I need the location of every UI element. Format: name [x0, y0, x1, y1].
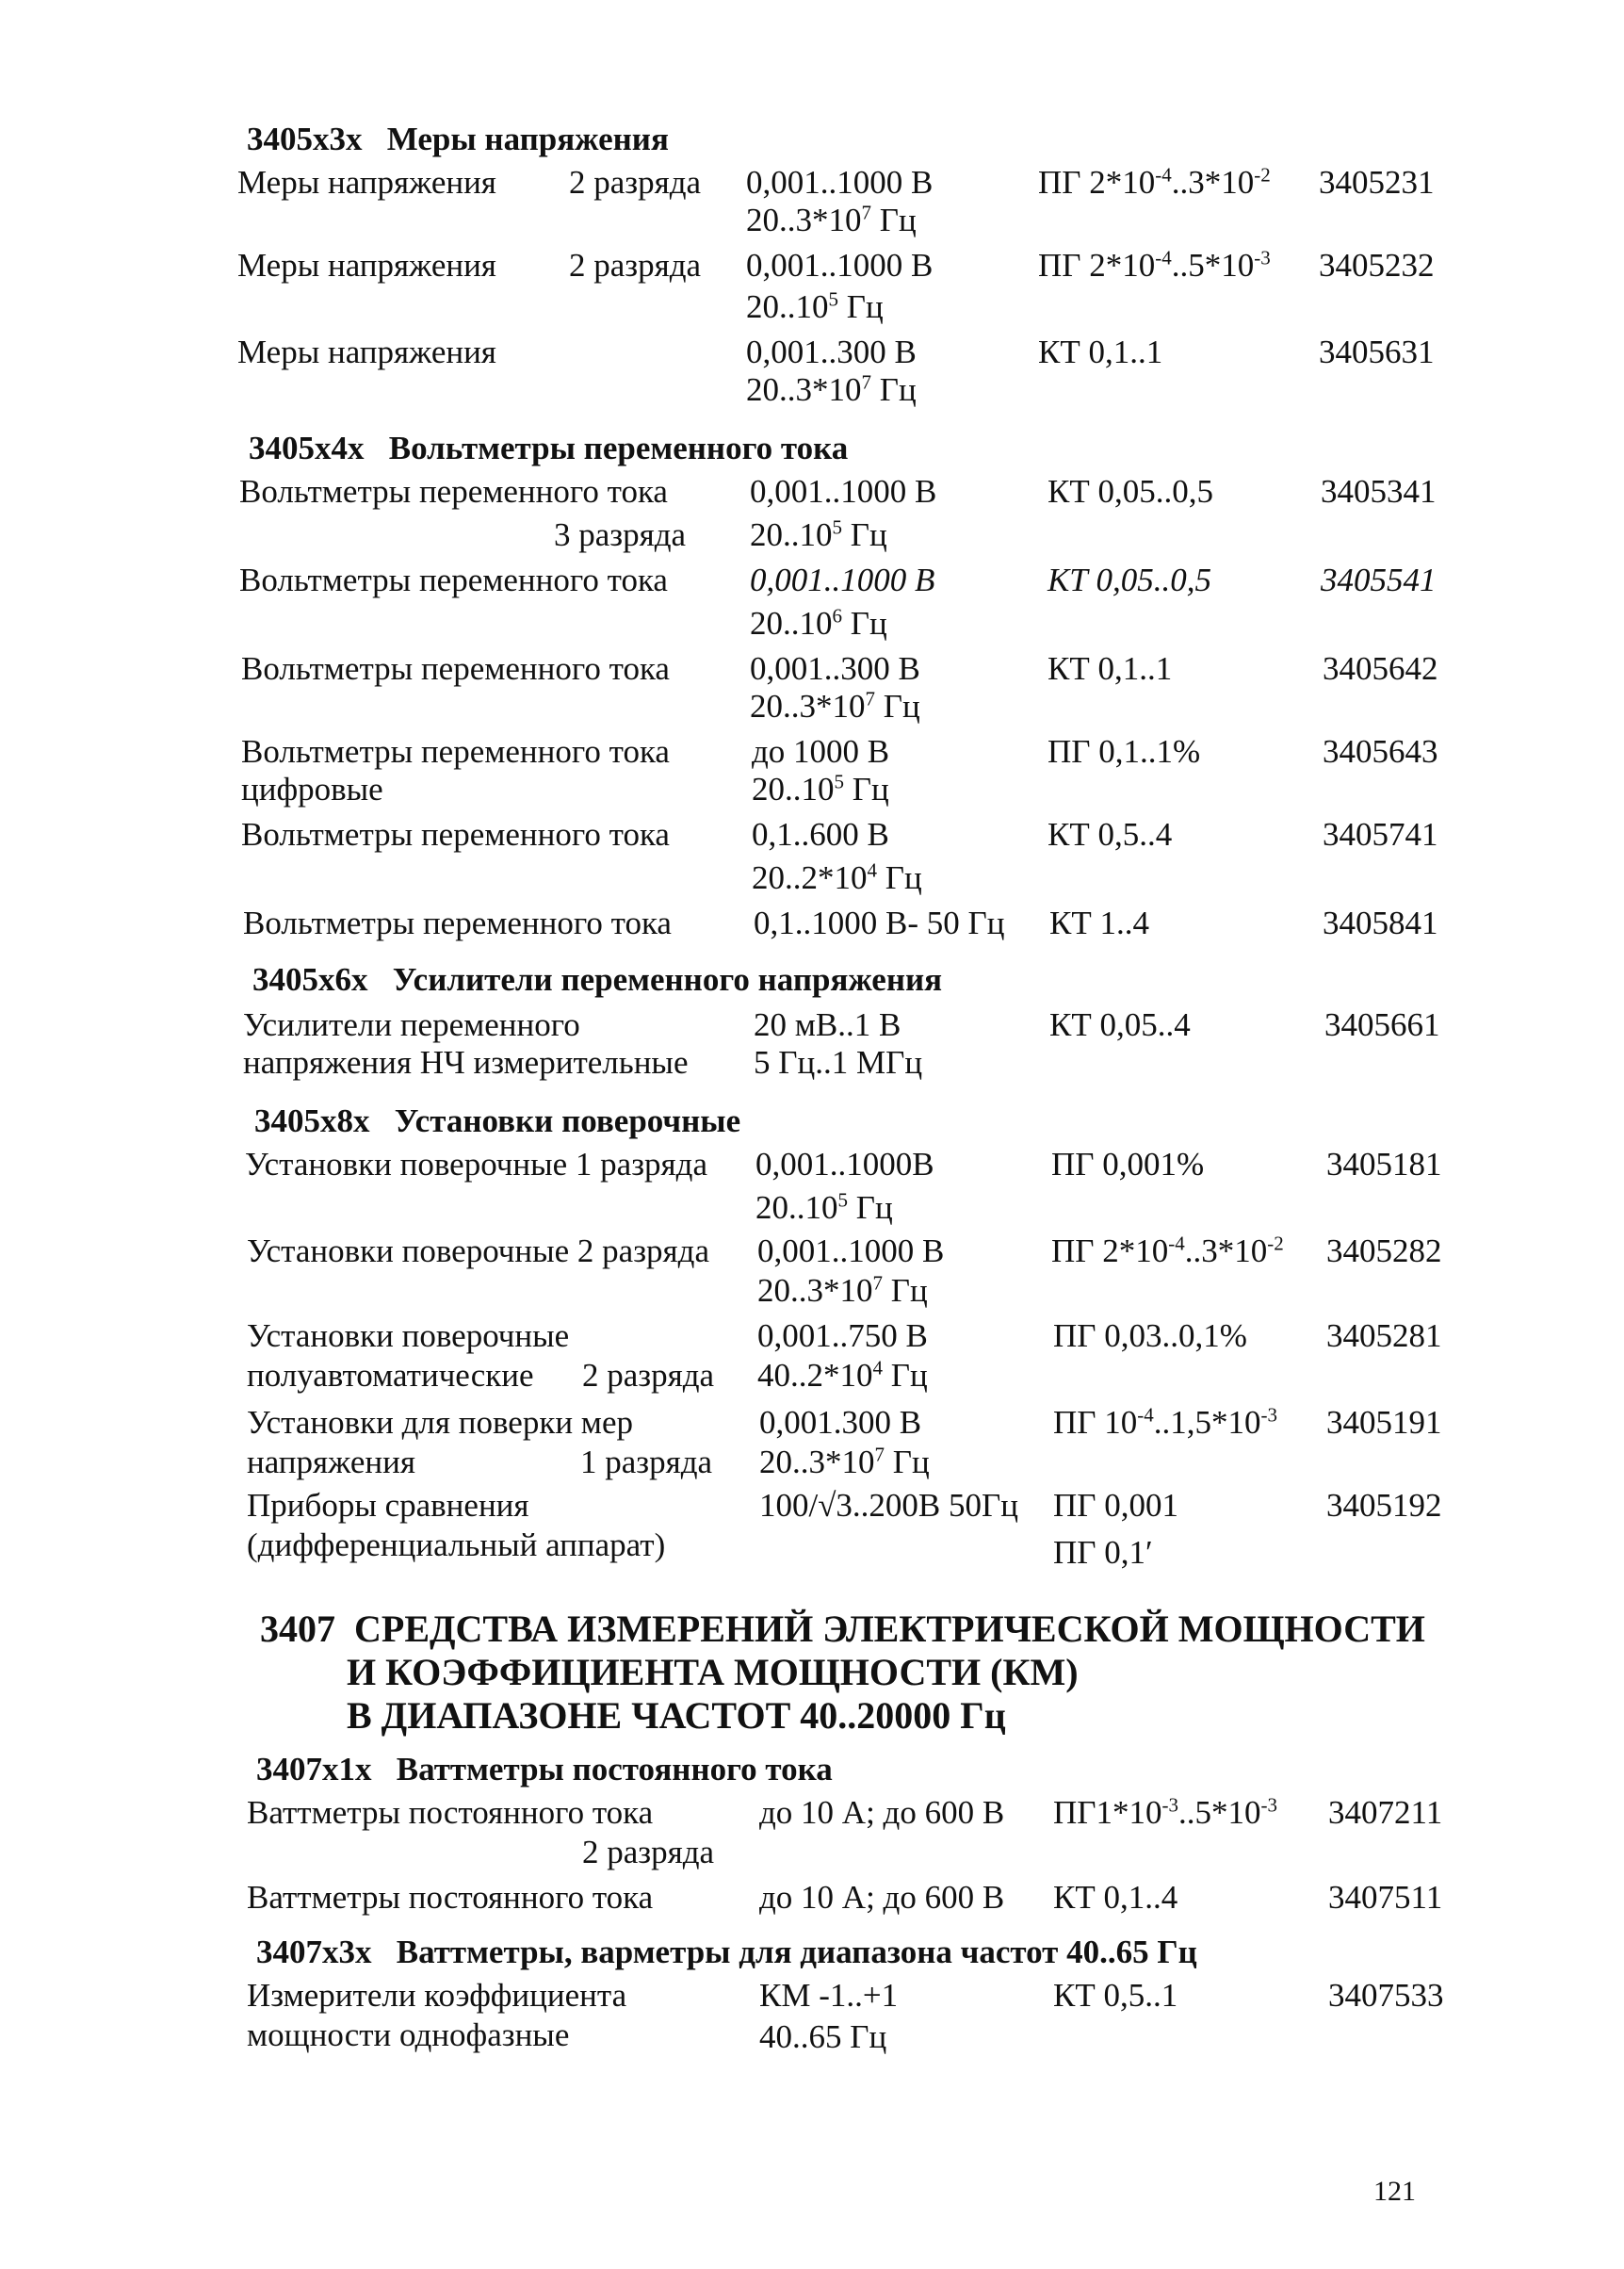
row-range: 0,001..1000В [755, 1146, 934, 1183]
row-range: 0,001..750 В [757, 1317, 928, 1354]
row-code: 3405192 [1326, 1487, 1442, 1524]
row-code: 3405661 [1324, 1006, 1440, 1043]
row-range: 0,001..1000 В [746, 164, 934, 201]
row-range: 0,001..300 В [746, 334, 917, 370]
row-frequency: $20..3*10^7$ Гц [746, 201, 917, 238]
row-name-cont: (дифференциальный аппарат) [247, 1526, 666, 1563]
row-name: Ваттметры постоянного тока [247, 1794, 654, 1831]
row-range: 0,001..1000 В [750, 562, 935, 598]
row-name: Вольтметры переменного тока [243, 905, 672, 941]
row-frequency: $20..3*10^7$ Гц [750, 687, 920, 725]
row-name-cont: полуавтоматические [247, 1357, 534, 1394]
section-heading: 3407x3x Ваттметры, варметры для диапазона частот 40..65 Гц [256, 1934, 1197, 1970]
row-name: Вольтметры переменного тока [241, 816, 670, 853]
section-heading: 3405x8x Установки поверочные [254, 1102, 741, 1139]
row-frequency: $20..3*10^7$ Гц [759, 1443, 930, 1480]
row-name: Измерители коэффициента [247, 1977, 627, 2014]
row-name: Усилители переменного [243, 1006, 580, 1043]
row-frequency: 40..65 Гц [759, 2018, 887, 2055]
chapter-heading-line2: И КОЭФФИЦИЕНТА МОЩНОСТИ (КМ) [347, 1651, 1079, 1693]
row-accuracy: ПГ 0,001% [1051, 1146, 1205, 1183]
row-name-cont: мощности однофазные [247, 2016, 570, 2053]
row-accuracy: КТ 0,1..1 [1038, 334, 1163, 370]
row-accuracy: ПГ 0,1..1% [1047, 733, 1201, 770]
row-accuracy: ПГ $2*10^{-4}..3*10^{-2}$ [1038, 163, 1271, 201]
row-name: Меры напряжения [237, 334, 496, 370]
row-frequency: $20..3*10^7$ Гц [757, 1271, 928, 1309]
row-code: 3407533 [1328, 1977, 1444, 2014]
row-code: 3405181 [1326, 1146, 1442, 1183]
row-accuracy: КТ 0,05..0,5 [1047, 473, 1213, 510]
row-frequency: 20..10$^5$ Гц [752, 770, 889, 808]
row-accuracy: КТ 0,5..4 [1047, 816, 1173, 853]
row-code: 3407211 [1328, 1794, 1443, 1831]
row-name: Меры напряжения [237, 164, 496, 201]
row-name-cont: напряжения [247, 1444, 415, 1480]
row-code: 3405642 [1323, 650, 1438, 687]
row-accuracy: ПГ $2*10^{-4}..5*10^{-3}$ [1038, 246, 1271, 284]
row-code: 3405232 [1319, 247, 1435, 284]
row-accuracy: $ПГ1*10^{-3}..5*10^{-3}$ [1053, 1793, 1278, 1831]
row-frequency: 20..10$^6$ Гц [750, 604, 887, 642]
row-code: 3405541 [1321, 562, 1437, 598]
row-range: 0,1..1000 В- 50 Гц [754, 905, 1005, 941]
row-accuracy: КТ 0,05..0,5 [1047, 562, 1211, 598]
row-accuracy: КТ 0,05..4 [1049, 1006, 1191, 1043]
section-heading: 3405x3x Меры напряжения [247, 121, 669, 157]
row-name: Установки поверочные 1 разряда [245, 1146, 707, 1183]
row-code: 3405191 [1326, 1404, 1442, 1441]
row-rank: 2 разряда [569, 164, 702, 201]
row-code: 3405282 [1326, 1232, 1442, 1269]
chapter-heading: 3407 СРЕДСТВА ИЗМЕРЕНИЙ ЭЛЕКТРИЧЕСКОЙ МОЩНОСТИ [260, 1608, 1425, 1650]
row-frequency: 20..10$^5$ Гц [755, 1188, 893, 1226]
row-name: Установки поверочные 2 разряда [247, 1232, 709, 1269]
row-accuracy: ПГ $10^{-4}..1,5*10^{-3}$ [1053, 1403, 1278, 1441]
row-range: 0,001.300 В [759, 1404, 922, 1441]
row-frequency: $20..2*10^4$ Гц [752, 858, 922, 896]
row-range: КМ -1..+1 [759, 1977, 899, 2014]
row-frequency: 20..10$^5$ Гц [746, 287, 884, 325]
row-range: 0,001..1000 В [750, 473, 937, 510]
row-accuracy: КТ 0,1..1 [1047, 650, 1173, 687]
row-rank: 2 разряда [582, 1357, 715, 1394]
row-frequency: 20..10$^5$ Гц [750, 515, 887, 553]
row-range: 0,1..600 В [752, 816, 889, 853]
row-name: Вольтметры переменного тока [239, 473, 668, 510]
row-rank: 2 разряда [582, 1834, 715, 1870]
row-frequency: 5 Гц..1 МГц [754, 1044, 923, 1081]
row-range: 0,001..1000 В [746, 247, 934, 284]
row-accuracy: КТ 0,1..4 [1053, 1879, 1178, 1916]
row-code: 3407511 [1328, 1879, 1443, 1916]
row-name: Ваттметры постоянного тока [247, 1879, 654, 1916]
row-rank: 3 разряда [554, 516, 687, 553]
row-name: Вольтметры переменного тока [239, 562, 668, 598]
row-range: 100/√3..200В 50Гц [759, 1487, 1018, 1524]
row-name-cont: напряжения НЧ измерительные [243, 1044, 689, 1081]
row-name: Вольтметры переменного тока [241, 733, 670, 770]
row-range: 0,001..1000 В [757, 1232, 945, 1269]
row-name-cont: цифровые [241, 771, 383, 808]
row-name: Установки для поверки мер [247, 1404, 633, 1441]
row-accuracy: КТ 0,5..1 [1053, 1977, 1178, 2014]
page-number: 121 [1373, 2176, 1416, 2207]
row-range: 0,001..300 В [750, 650, 920, 687]
row-accuracy: ПГ $2*10^{-4}..3*10^{-2}$ [1051, 1232, 1284, 1269]
row-code: 3405643 [1323, 733, 1438, 770]
chapter-heading-line3: В ДИАПАЗОНЕ ЧАСТОТ 40..20000 Гц [347, 1694, 1006, 1737]
row-accuracy-2: ПГ 0,1′ [1053, 1534, 1153, 1571]
row-range: 20 мВ..1 В [754, 1006, 901, 1043]
row-code: 3405231 [1319, 164, 1435, 201]
row-rank: 2 разряда [569, 247, 702, 284]
row-name: Приборы сравнения [247, 1487, 529, 1524]
section-heading: 3405x4x Вольтметры переменного тока [249, 430, 849, 466]
row-range: до 10 А; до 600 В [759, 1879, 1005, 1916]
row-code: 3405341 [1321, 473, 1437, 510]
section-heading: 3405x6x Усилители переменного напряжения [252, 961, 943, 998]
row-name: Вольтметры переменного тока [241, 650, 670, 687]
row-rank: 1 разряда [580, 1444, 713, 1480]
row-name: Меры напряжения [237, 247, 496, 284]
row-frequency: $20..3*10^7$ Гц [746, 370, 917, 408]
row-code: 3405841 [1323, 905, 1438, 941]
row-code: 3405281 [1326, 1317, 1442, 1354]
row-accuracy: ПГ 0,001 [1053, 1487, 1179, 1524]
row-range: до 10 А; до 600 В [759, 1794, 1005, 1831]
row-code: 3405631 [1319, 334, 1435, 370]
row-name: Установки поверочные [247, 1317, 570, 1354]
row-accuracy: КТ 1..4 [1049, 905, 1149, 941]
row-accuracy: ПГ 0,03..0,1% [1053, 1317, 1247, 1354]
row-range: до 1000 В [752, 733, 890, 770]
row-code: 3405741 [1323, 816, 1438, 853]
row-frequency: $40..2*10^4$ Гц [757, 1356, 928, 1394]
section-heading: 3407x1x Ваттметры постоянного тока [256, 1751, 833, 1787]
